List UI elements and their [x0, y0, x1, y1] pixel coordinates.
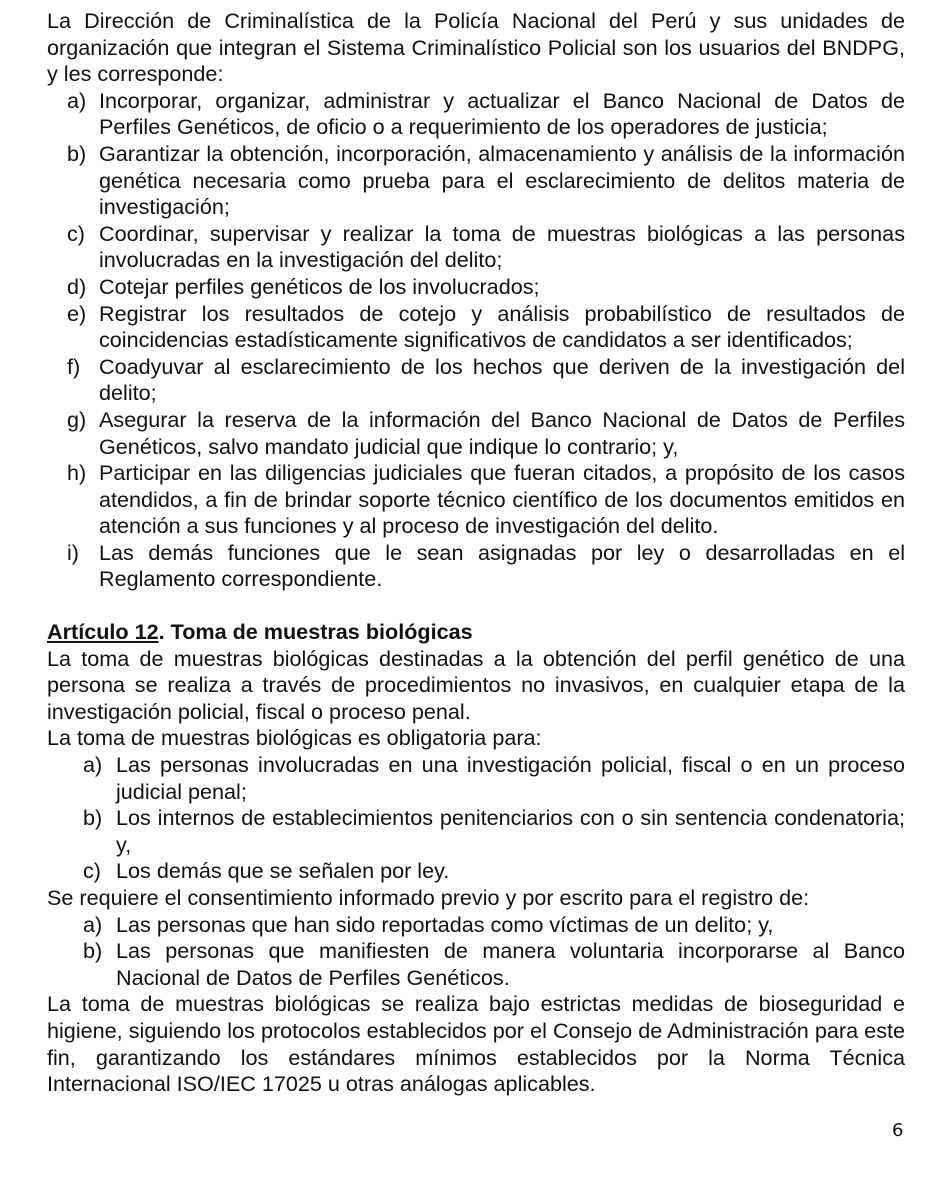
list-marker: a) [83, 911, 103, 937]
list-item [47, 221, 905, 274]
list-item-text: Incorporar, organizar, administrar y actualizar el Banco Nacional de Datos de Perfiles Genéticos, de oficio o a requerimiento de los operadores de justicia; [99, 87, 905, 140]
list-item [47, 912, 905, 939]
list-item-text: Las personas involucradas en una investigación policial, fiscal o en un proceso judicial penal; [116, 752, 905, 804]
list-item [47, 805, 905, 858]
list-marker: c) [83, 858, 101, 884]
list-item [47, 752, 905, 805]
article-title: Toma de muestras biológicas [170, 619, 473, 645]
list-item [47, 460, 905, 540]
list-marker: g) [67, 406, 87, 432]
article-paragraph-4: La toma de muestras biológicas se realiza bajo estrictas medidas de bioseguridad e higiene, siguiendo los protocolos establecidos por el Consejo de Administración para este fin, garantizando los estándares mínimos establecidos por la Norma Técnica Internacional ISO/IEC 17025 u otras análogas aplicables. [47, 991, 905, 1097]
list-marker: b) [67, 140, 87, 166]
list-item [47, 88, 905, 141]
article-paragraph-2: La toma de muestras biológicas es obligatoria para: [47, 725, 542, 751]
consent-list [47, 912, 905, 992]
intro-paragraph: La Dirección de Criminalística de la Policía Nacional del Perú y sus unidades de organización que integran el Sistema Criminalístico Policial son los usuarios del BNDPG, y les corresponde: [47, 8, 905, 87]
list-marker: b) [83, 938, 103, 964]
list-item-text: Asegurar la reserva de la información del Banco Nacional de Datos de Perfiles Genéticos, salvo mandato judicial que indique lo contrario; y, [99, 406, 905, 459]
list-marker: a) [67, 87, 87, 113]
list-marker: b) [83, 805, 103, 831]
page-number: 6 [892, 1120, 904, 1141]
list-item-text: Las demás funciones que le sean asignadas por ley o desarrolladas en el Reglamento correspondiente. [99, 539, 905, 592]
list-item-text: Las personas que han sido reportadas como víctimas de un delito; y, [116, 911, 774, 937]
document-page [47, 8, 905, 1098]
list-marker: a) [83, 752, 103, 778]
list-item-text: Las personas que manifiesten de manera voluntaria incorporarse al Banco Nacional de Datos de Perfiles Genéticos. [116, 938, 905, 990]
list-item [47, 938, 905, 991]
list-marker: h) [67, 460, 87, 486]
article-number: Artículo 12 [47, 619, 159, 645]
list-item-text: Los internos de establecimientos penitenciarios con o sin sentencia condenatoria; y, [116, 805, 905, 857]
list-marker: f) [67, 353, 81, 379]
functions-list [47, 88, 905, 593]
article-paragraph-3: Se requiere el consentimiento informado previo y por escrito para el registro de: [47, 885, 810, 910]
list-marker: e) [67, 300, 87, 326]
list-marker: i) [67, 539, 79, 565]
list-item-text: Garantizar la obtención, incorporación, almacenamiento y análisis de la información genética necesaria como prueba para el esclarecimiento de delitos materia de investigación; [99, 140, 905, 220]
list-item [47, 354, 905, 407]
list-item [47, 301, 905, 354]
list-item [47, 407, 905, 460]
list-item [47, 141, 905, 221]
list-item-text: Coadyuvar al esclarecimiento de los hechos que deriven de la investigación del delito; [99, 353, 905, 406]
list-marker: d) [67, 273, 87, 299]
article-heading [47, 619, 905, 646]
list-item-text: Registrar los resultados de cotejo y análisis probabilístico de resultados de coincidencias estadísticamente significativos de candidatos a ser identificados; [99, 300, 905, 353]
list-marker: c) [67, 220, 85, 246]
list-item [47, 274, 905, 301]
list-item-text: Los demás que se señalen por ley. [116, 858, 450, 884]
mandatory-list [47, 752, 905, 885]
list-item-text: Cotejar perfiles genéticos de los involucrados; [99, 273, 540, 299]
list-item [47, 858, 905, 885]
list-item-text: Participar en las diligencias judiciales que fueran citados, a propósito de los casos atendidos, a fin de brindar soporte técnico científico de los documentos emitidos en atención a sus funciones y al proceso de investigación del delito. [99, 460, 905, 539]
article-paragraph-1: La toma de muestras biológicas destinadas a la obtención del perfil genético de una persona se realiza a través de procedimientos no invasivos, en cualquier etapa de la investigación policial, fiscal o proceso penal. [47, 645, 905, 724]
section-spacer [47, 593, 905, 619]
list-item [47, 540, 905, 593]
article-separator: . [158, 619, 171, 645]
list-item-text: Coordinar, supervisar y realizar la toma de muestras biológicas a las personas involucradas en la investigación del delito; [99, 220, 905, 273]
